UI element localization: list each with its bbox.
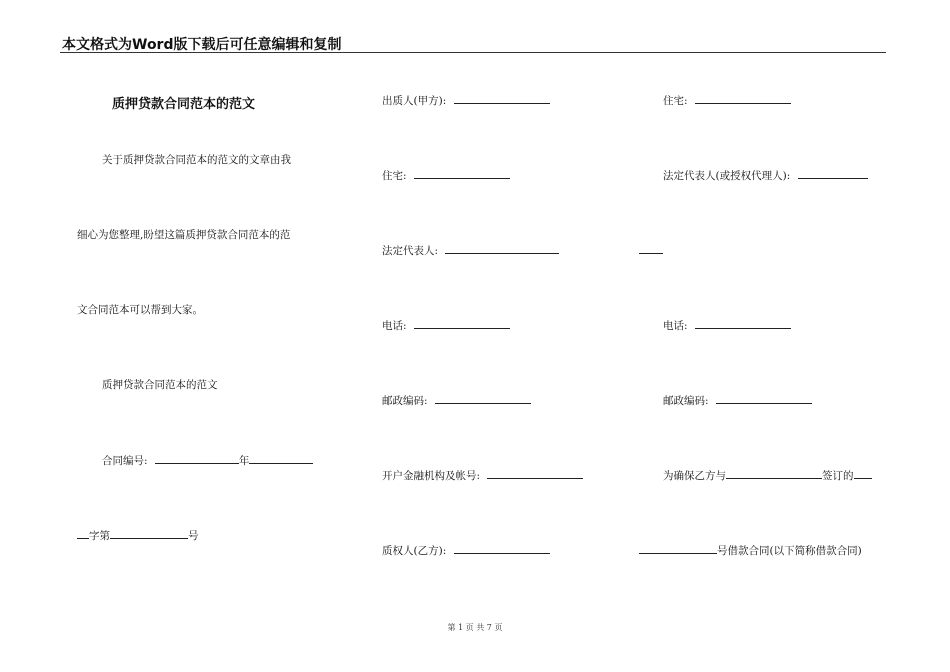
pledgee-legal-rep-line <box>663 168 868 183</box>
loan-contract-text: 号借款合同(以下简称借款合同) <box>717 545 862 557</box>
intro-line-1: 关于质押贷款合同范本的范文的文章由我 <box>102 154 291 166</box>
ensure-party-blank <box>726 468 822 479</box>
pledgee-address-blank <box>695 93 791 104</box>
intro-line-3: 文合同范本可以帮到大家。 <box>77 304 203 316</box>
ensure-signed: 签订的 <box>822 470 854 482</box>
contract-number-line <box>102 453 313 468</box>
pledgee-postcode-label: 邮政编码: <box>663 395 709 407</box>
intro-line-2: 细心为您整理,盼望这篇质押贷款合同范本的范 <box>77 229 291 241</box>
pledgee-legal-rep-label: 法定代表人(或授权代理人): <box>663 170 791 182</box>
year-label: 年 <box>238 455 250 467</box>
contract-number-label: 合同编号: <box>102 455 148 467</box>
loan-contract-line <box>639 543 862 558</box>
pledgor-label: 出质人(甲方): <box>382 95 447 107</box>
pledgor-line <box>382 93 550 108</box>
header-divider <box>60 52 886 53</box>
pledgee-phone-label: 电话: <box>663 320 688 332</box>
pledgor-postcode-blank <box>435 393 531 404</box>
pledgee-line <box>382 543 550 558</box>
pledgee-blank <box>454 543 550 554</box>
document-header: 本文格式为Word版下载后可任意编辑和复制 <box>62 37 342 53</box>
year-blank <box>249 453 313 464</box>
pledgee-phone-line <box>663 318 791 333</box>
ensure-clause-line <box>663 468 872 483</box>
contract-number-blank <box>155 453 239 464</box>
ensure-prefix: 为确保乙方与 <box>663 470 726 482</box>
pledgee-address-line <box>663 93 791 108</box>
pledgor-legal-rep-blank <box>445 243 559 254</box>
pledgee-legal-rep-blank <box>798 168 868 179</box>
pledgor-bank-label: 开户金融机构及帐号: <box>382 470 481 482</box>
pledgee-address-label: 住宅: <box>663 95 688 107</box>
pledgor-postcode-line <box>382 393 531 408</box>
page-number: 第 1 页 共 7 页 <box>447 623 503 632</box>
pledgor-bank-blank <box>487 468 583 479</box>
pledgor-legal-rep-label: 法定代表人: <box>382 245 439 257</box>
pledgee-postcode-blank <box>716 393 812 404</box>
section-subtitle: 质押贷款合同范本的范文 <box>102 379 218 391</box>
pledgor-legal-rep-line <box>382 243 559 258</box>
contract-zi-line <box>77 528 199 543</box>
pledgee-phone-blank <box>695 318 791 329</box>
zi-number-blank <box>110 528 188 539</box>
pledgor-phone-label: 电话: <box>382 320 407 332</box>
legal-rep-continuation-blank <box>639 243 663 254</box>
pledgee-postcode-line <box>663 393 812 408</box>
zi-label: 字第 <box>89 530 110 542</box>
pledgor-address-line <box>382 168 510 183</box>
pledgor-postcode-label: 邮政编码: <box>382 395 428 407</box>
ensure-tail-blank <box>854 468 872 479</box>
loan-contract-number-blank <box>639 543 717 554</box>
hao-label: 号 <box>188 530 199 542</box>
pledgor-address-blank <box>414 168 510 179</box>
legal-rep-continuation-line <box>639 243 663 258</box>
pledgor-phone-blank <box>414 318 510 329</box>
pledgee-label: 质权人(乙方): <box>382 545 447 557</box>
zi-prefix-blank <box>77 528 89 539</box>
pledgor-address-label: 住宅: <box>382 170 407 182</box>
pledgor-phone-line <box>382 318 510 333</box>
pledgor-blank <box>454 93 550 104</box>
pledgor-bank-line <box>382 468 583 483</box>
document-title: 质押贷款合同范本的范文 <box>112 97 256 112</box>
